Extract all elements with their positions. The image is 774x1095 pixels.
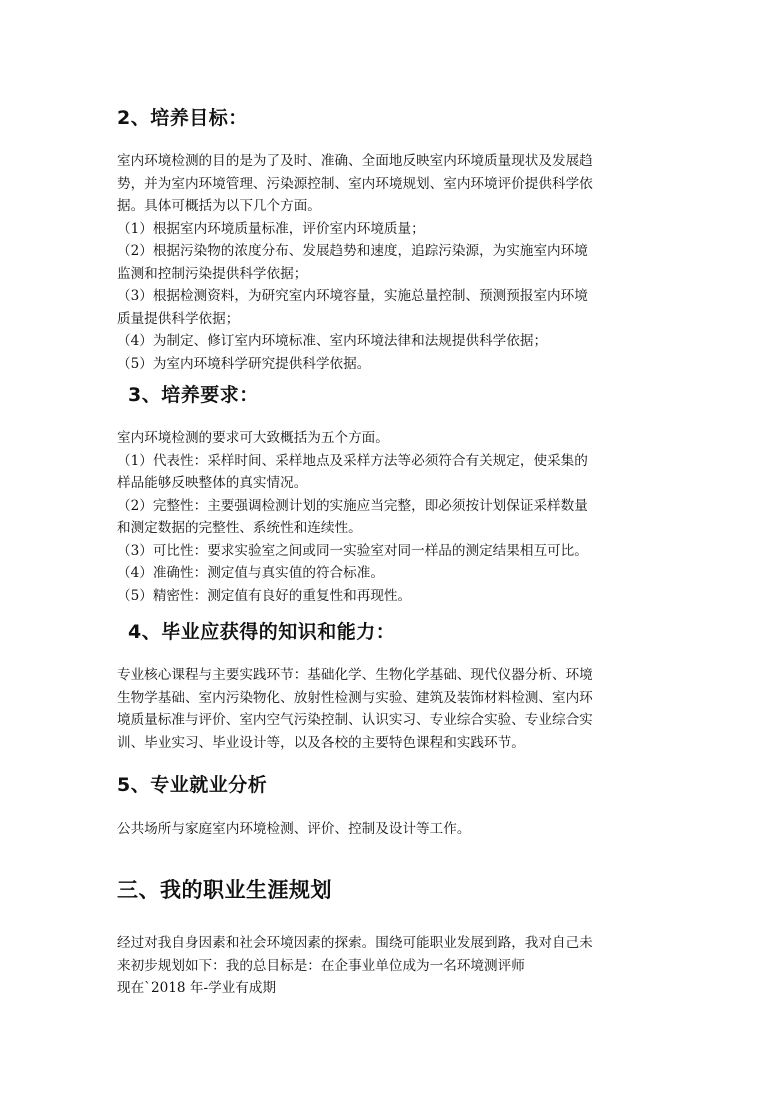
text-line: （1）根据室内环境质量标准，评价室内环境质量； (117, 220, 425, 237)
section-body-employment-analysis (117, 818, 662, 841)
section-heading-employment-analysis: 5、专业就业分析 (117, 774, 268, 796)
section-body-graduate-abilities (117, 664, 662, 754)
text-line: （5）为室内环境科学研究提供科学依据。 (117, 355, 371, 372)
text-line: 室内环境检测的目的是为了及时、准确、全面地反映室内环境质量现状及发展趋 (117, 153, 593, 169)
section-heading-training-goals: 2、培养目标： (117, 107, 248, 129)
section-heading-graduate-abilities: 4、毕业应获得的知识和能力： (128, 621, 396, 643)
text-line: 和测定数据的完整性、系统性和连续性。 (117, 520, 362, 536)
text-line: （5）精密性：测定值有良好的重复性和再现性。 (117, 587, 412, 604)
text-line: （2）完整性：主要强调检测计划的实施应当完整，即必须按计划保证采样数量 (117, 497, 588, 514)
text-line: （1）代表性：采样时间、采样地点及采样方法等必须符合有关规定，使采集的 (117, 452, 588, 469)
section-body-career-plan (117, 932, 662, 1000)
text-line: 来初步规划如下：我的总目标是：在企事业单位成为一名环境测评师 (117, 957, 525, 974)
text-line: 境质量标准与评价、室内空气污染控制、认识实习、专业综合实验、专业综合实 (117, 712, 593, 728)
text-line: （4）为制定、修订室内环境标准、室内环境法律和法规提供科学依据； (117, 333, 548, 349)
text-line: 质量提供科学依据； (117, 310, 240, 327)
text-line: 生物学基础、室内污染物化、放射性检测与实验、建筑及装饰材料检测、室内环 (117, 689, 593, 706)
text-line: 现在`2018 年-学业有成期 (117, 980, 277, 996)
text-line: 训、毕业实习、毕业设计等，以及各校的主要特色课程和实践环节。 (117, 734, 525, 751)
text-line: 公共场所与家庭室内环境检测、评价、控制及设计等工作。 (117, 821, 471, 837)
text-line: （3）可比性：要求实验室之间或同一实验室对同一样品的测定结果相互可比。 (117, 542, 588, 559)
section-body-training-requirements (117, 427, 662, 607)
text-line: 专业核心课程与主要实践环节：基础化学、生物化学基础、现代仪器分析、环境 (117, 667, 593, 683)
text-line: 经过对我自身因素和社会环境因素的探索。围绕可能职业发展到路，我对自己未 (117, 935, 593, 951)
text-line: 样品能够反映整体的真实情况。 (117, 475, 308, 491)
text-line: （3）根据检测资料，为研究室内环境容量，实施总量控制、预测预报室内环境 (117, 288, 588, 304)
section-heading-training-requirements: 3、培养要求： (128, 384, 259, 406)
text-line: （2）根据污染物的浓度分布、发展趋势和速度，追踪污染源，为实施室内环境 (117, 243, 588, 259)
part-heading-career-plan: 三、我的职业生涯规划 (117, 878, 332, 902)
section-body-training-goals (117, 150, 662, 375)
text-line: 据。具体可概括为以下几个方面。 (117, 198, 321, 214)
text-line: 室内环境检测的要求可大致概括为五个方面。 (117, 430, 389, 446)
text-line: 监测和控制污染提供科学依据； (117, 265, 308, 282)
text-line: （4）准确性：测定值与真实值的符合标准。 (117, 565, 384, 581)
text-line: 势，并为室内环境管理、污染源控制、室内环境规划、室内环境评价提供科学依 (117, 175, 593, 192)
